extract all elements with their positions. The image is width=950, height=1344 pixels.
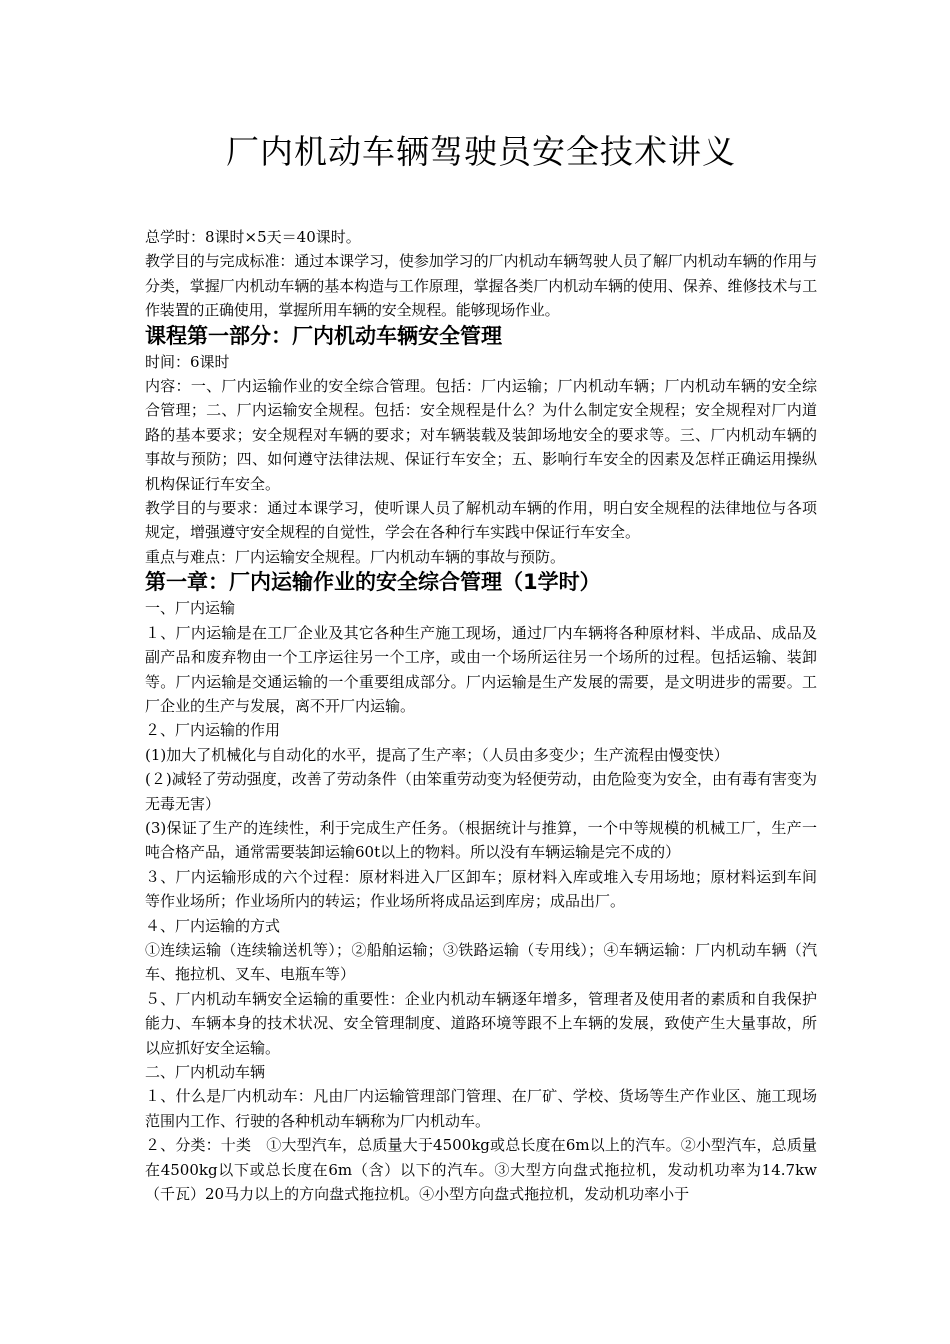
list-item-role-2: (２)减轻了劳动强度，改善了劳动条件（由笨重劳动变为轻便劳动，由危险变为安全，由有毒有害变为无毒无害） <box>145 770 817 813</box>
list-item-transport-definition: １、厂内运输是在工厂企业及其它各种生产施工现场，通过厂内车辆将各种原材料、半成品、成品及副产品和废弃物由一个工序运往另一个工序，或由一个场所运往另一个场所的过程。包括运输、装卸等。厂内运输是交通运输的一个重要组成部分。厂内运输是生产发展的需要，是文明进步的需要。工厂企业的生产与发展，离不开厂内运输。 <box>145 623 817 715</box>
document-page <box>145 0 817 1344</box>
list-item-transport-modes: ４、厂内运输的方式 <box>145 916 281 935</box>
course-goal-paragraph: 教学目的与完成标准：通过本课学习，使参加学习的厂内机动车辆驾驶人员了解厂内机动车辆的作用与分类，掌握厂内机动车辆的基本构造与工作原理，掌握各类厂内机动车辆的使用、保养、维修技术与工作装置的正确使用，掌握所用车辆的安全规程。能够现场作业。 <box>145 252 817 320</box>
chapter-one-heading: 第一章：厂内运输作业的安全综合管理（1学时） <box>145 570 601 595</box>
part-one-heading: 课程第一部分：厂内机动车辆安全管理 <box>145 323 502 348</box>
list-item-six-processes: ３、厂内运输形成的六个过程：原材料进入厂区卸车；原材料入库或堆入专用场地；原材料运到车间等作业场所；作业场所内的转运；作业场所将成品运到库房；成品出厂。 <box>145 867 817 911</box>
list-item-vehicle-definition: １、什么是厂内机动车：凡由厂内运输管理部门管理、在厂矿、学校、货场等生产作业区、施工现场范围内工作、行驶的各种机动车辆称为厂内机动车。 <box>145 1087 817 1130</box>
part-one-time: 时间：6课时 <box>145 352 230 371</box>
list-item-safety-importance: ５、厂内机动车辆安全运输的重要性：企业内机动车辆逐年增多，管理者及使用者的素质和自我保护能力、车辆本身的技术状况、安全管理制度、道路环境等跟不上车辆的发展，致使产生大量事故，所以应抓好安全运输。 <box>145 989 817 1057</box>
list-item-classification: ２、分类：十类 ①大型汽车，总质量大于4500kg或总长度在6m以上的汽车。②小型汽车，总质量在4500kg以下或总长度在6m（含）以下的汽车。③大型方向盘式拖拉机，发动机功率为14.7kw（千瓦）20马力以上的方向盘式拖拉机。④小型方向盘式拖拉机，发动机功率小于 <box>145 1136 817 1204</box>
section-one-heading: 一、厂内运输 <box>145 599 236 618</box>
part-one-key-points: 重点与难点：厂内运输安全规程。厂内机动车辆的事故与预防。 <box>145 547 566 566</box>
section-two-heading: 二、厂内机动车辆 <box>145 1063 266 1081</box>
list-item-transport-role: ２、厂内运输的作用 <box>145 721 281 740</box>
list-item-role-3: (3)保证了生产的连续性，利于完成生产任务。（根据统计与推算，一个中等规模的机械工厂，生产一吨合格产品，通常需要装卸运输60t以上的物料。所以没有车辆运输是完不成的） <box>145 818 817 862</box>
document-body <box>145 225 817 1206</box>
list-item-role-1: (1)加大了机械化与自动化的水平，提高了生产率；（人员由多变少；生产流程由慢变快） <box>145 745 729 764</box>
part-one-content: 内容：一、厂内运输作业的安全综合管理。包括：厂内运输；厂内机动车辆；厂内机动车辆的安全综合管理；二、厂内运输安全规程。包括：安全规程是什么？为什么制定安全规程；安全规程对厂内道路的基本要求；安全规程对车辆的要求；对车辆装载及装卸场地安全的要求等。三、厂内机动车辆的事故与预防；四、如何遵守法律法规、保证行车安全；五、影响行车安全的因素及怎样正确运用操纵机构保证行车安全。 <box>145 377 817 493</box>
part-one-goal: 教学目的与要求：通过本课学习，使听课人员了解机动车辆的作用，明白安全规程的法律地位与各项规定，增强遵守安全规程的自觉性，学会在各种行车实践中保证行车安全。 <box>145 499 817 542</box>
document-title: 厂内机动车辆驾驶员安全技术讲义 <box>226 132 736 171</box>
total-hours-line: 总学时：8课时×5天＝40课时。 <box>145 228 361 246</box>
list-item-modes-detail: ①连续运输（连续输送机等）；②船舶运输；③铁路运输（专用线）；④车辆运输：厂内机动车辆（汽车、拖拉机、叉车、电瓶车等） <box>145 940 817 984</box>
